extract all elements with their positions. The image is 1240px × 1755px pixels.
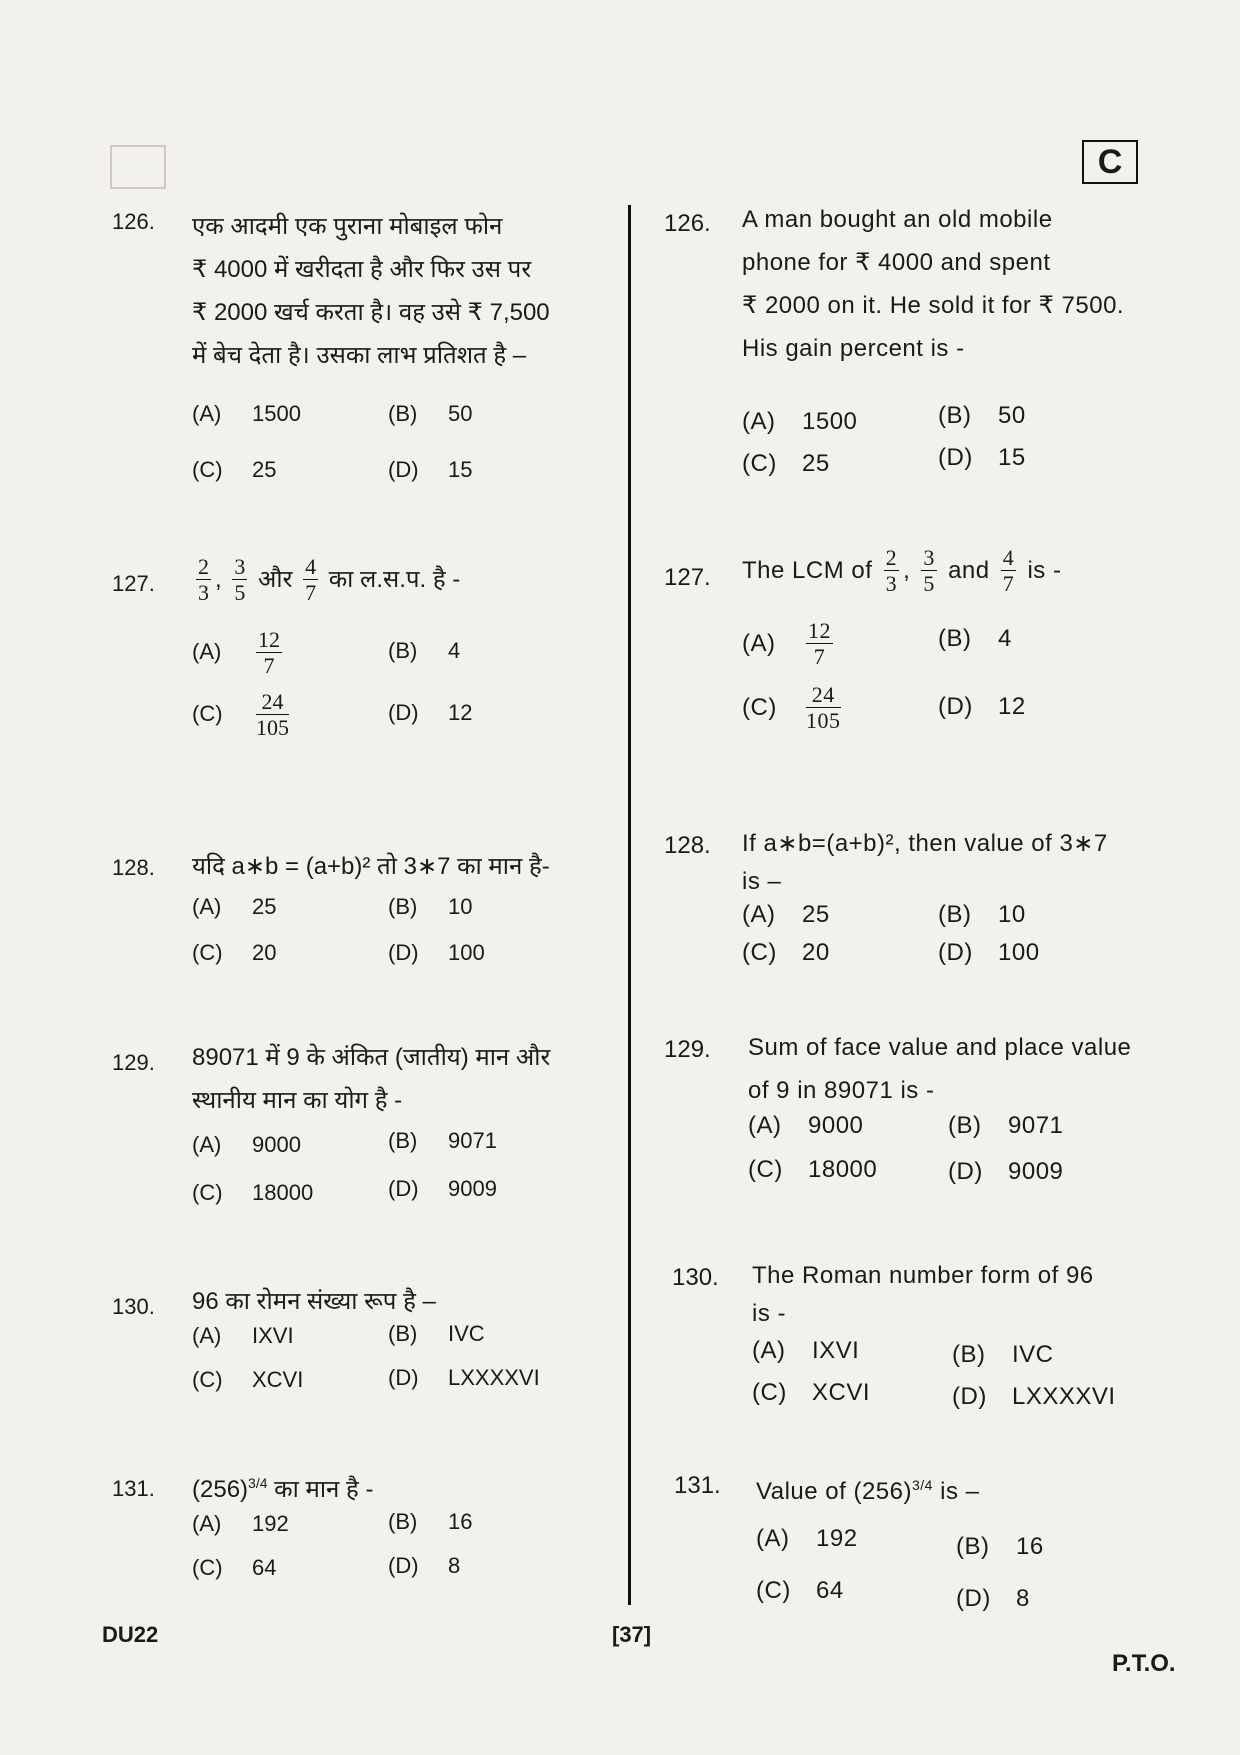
option-d [388, 1176, 497, 1202]
question-text [192, 1462, 602, 1511]
question-text [756, 1464, 1184, 1513]
question-131-english [664, 1464, 1184, 1612]
question-number: 129. [112, 1050, 155, 1075]
question-number: 130. [112, 1294, 155, 1319]
option-a [742, 901, 830, 929]
option-c [748, 1156, 877, 1184]
question-number: 128. [112, 855, 155, 880]
numerator: 4 [1002, 545, 1015, 570]
option-value: 25 [252, 457, 277, 482]
option-label: (D) [388, 1553, 419, 1578]
option-label: (A) [752, 1337, 786, 1364]
question-number: 130. [672, 1264, 719, 1291]
numerator: 2 [198, 554, 209, 579]
question-number: 131. [674, 1472, 721, 1499]
denominator: 7 [263, 653, 275, 678]
numerator: 24 [806, 683, 841, 708]
question-number: 127. [112, 571, 155, 596]
option-label: (A) [748, 1112, 782, 1139]
fraction [303, 555, 318, 606]
base: (256) [192, 1476, 249, 1503]
fraction [921, 546, 937, 597]
option-value: 50 [998, 402, 1026, 429]
option-label: (B) [388, 401, 418, 426]
fraction [256, 628, 282, 679]
fraction [884, 546, 900, 597]
option-b [948, 1112, 1063, 1140]
question-line: is - [752, 1300, 786, 1327]
option-c [756, 1577, 844, 1605]
conjunction: और [258, 565, 293, 593]
option-value: 18000 [252, 1180, 314, 1205]
option-c [192, 690, 293, 741]
option-label: (C) [742, 939, 777, 966]
option-label: (A) [192, 1511, 222, 1536]
option-value: 4 [998, 625, 1012, 652]
option-value: 192 [816, 1525, 858, 1552]
option-label: (B) [952, 1341, 986, 1368]
denominator: 5 [234, 580, 246, 605]
option-label: (A) [742, 408, 776, 435]
option-value: LXXXXVI [1012, 1383, 1116, 1410]
option-d [938, 693, 1026, 721]
option-value: 25 [802, 450, 830, 477]
option-label: (B) [388, 1321, 418, 1346]
option-label: (D) [948, 1158, 983, 1185]
numerator: 12 [258, 627, 280, 652]
option-value: 12 [448, 700, 473, 725]
option-label: (B) [938, 402, 972, 429]
option-a [756, 1525, 858, 1553]
option-b [952, 1341, 1054, 1369]
option-label: (A) [192, 1323, 222, 1348]
option-label: (C) [192, 457, 223, 482]
option-label: (D) [388, 1365, 419, 1390]
option-value: 9000 [252, 1132, 301, 1157]
option-label: (A) [742, 901, 776, 928]
option-d [938, 444, 1026, 472]
option-c [742, 450, 830, 478]
question-lead: Value of [756, 1478, 847, 1505]
question-128-hindi [112, 845, 602, 965]
option-label: (D) [388, 457, 419, 482]
question-tail: is - [1027, 556, 1062, 584]
fraction [806, 619, 833, 670]
option-b [388, 894, 472, 920]
numerator: 2 [885, 545, 898, 570]
option-value: 16 [448, 1509, 473, 1534]
denominator: 5 [923, 571, 935, 596]
option-a [742, 619, 837, 670]
option-c [192, 457, 276, 483]
option-value: 9071 [448, 1128, 497, 1153]
option-value: 8 [448, 1553, 461, 1578]
option-a [192, 1323, 294, 1349]
question-127-hindi [112, 554, 602, 740]
option-label: (D) [388, 700, 419, 725]
option-c [752, 1379, 870, 1407]
question-text [752, 1254, 1184, 1331]
question-130-english [664, 1254, 1184, 1410]
numerator: 3 [234, 554, 246, 579]
question-line: ₹ 4000 में खरीदता है और फिर उस पर [192, 256, 532, 283]
option-value: 12 [998, 693, 1026, 720]
option-a [192, 401, 301, 427]
option-value: LXXXXVI [448, 1365, 540, 1390]
question-tail: is – [940, 1478, 980, 1505]
option-value: 4 [448, 638, 461, 663]
question-number: 128. [664, 832, 711, 859]
option-b [388, 1321, 485, 1347]
option-label: (A) [192, 401, 222, 426]
question-number: 126. [112, 209, 155, 234]
option-a [192, 628, 286, 679]
fraction [1001, 546, 1017, 597]
question-text [748, 1026, 1184, 1112]
option-value: 50 [448, 401, 473, 426]
question-line: A man bought an old mobile [742, 206, 1053, 233]
option-value: 9071 [1008, 1112, 1064, 1139]
option-value: IXVI [252, 1323, 294, 1348]
option-value: 9009 [1008, 1158, 1064, 1185]
option-label: (B) [938, 901, 972, 928]
option-b [938, 901, 1026, 929]
option-value: XCVI [252, 1367, 304, 1392]
option-label: (B) [388, 638, 418, 663]
question-tail: का मान है - [274, 1476, 374, 1503]
question-126-english [664, 198, 1184, 477]
question-text [192, 205, 602, 377]
option-value: 15 [998, 444, 1026, 471]
option-label: (B) [388, 1128, 418, 1153]
option-c [192, 1555, 276, 1581]
question-text [742, 822, 1184, 899]
option-value: 10 [998, 901, 1026, 928]
pto-label: P.T.O. [1112, 1650, 1176, 1677]
option-b [388, 401, 472, 427]
question-line: में बेच देता है। उसका लाभ प्रतिशत है – [192, 342, 527, 369]
option-c [742, 939, 830, 967]
option-b [388, 1509, 472, 1535]
option-value: 18000 [808, 1156, 878, 1183]
option-label: (C) [742, 693, 777, 721]
question-line: एक आदमी एक पुराना मोबाइल फोन [192, 213, 503, 240]
question-line: of 9 in 89071 is - [748, 1077, 935, 1104]
exponent: 3/4 [912, 1477, 933, 1493]
option-value: 1500 [252, 401, 301, 426]
option-label: (A) [756, 1525, 790, 1552]
option-label: (C) [192, 1555, 223, 1580]
question-131-hindi [112, 1462, 602, 1580]
question-line: If a∗b=(a+b)², then value of 3∗7 [742, 830, 1108, 857]
option-label: (D) [388, 940, 419, 965]
fraction [806, 683, 841, 734]
question-line: His gain percent is - [742, 335, 965, 362]
option-label: (C) [192, 1180, 223, 1205]
question-129-english [664, 1026, 1184, 1185]
option-a [752, 1337, 859, 1365]
denominator: 3 [198, 580, 209, 605]
option-label: (B) [956, 1533, 990, 1560]
option-c [192, 1367, 303, 1393]
option-c [742, 683, 845, 734]
option-a [192, 1511, 289, 1537]
option-label: (A) [192, 639, 222, 665]
denominator: 7 [305, 580, 317, 605]
option-d [938, 939, 1040, 967]
option-value: 25 [802, 901, 830, 928]
option-a [742, 408, 857, 436]
option-value: 100 [448, 940, 485, 965]
option-label: (D) [938, 444, 973, 471]
exponent: 3/4 [248, 1475, 268, 1491]
question-number: 127. [664, 564, 711, 591]
fraction [256, 690, 289, 741]
bleed-through-set-box [110, 145, 166, 189]
option-label: (A) [192, 894, 222, 919]
option-label: (B) [948, 1112, 982, 1139]
question-129-hindi [112, 1036, 602, 1205]
option-label: (D) [388, 1176, 419, 1201]
option-label: (D) [938, 693, 973, 720]
option-label: (C) [192, 1367, 223, 1392]
option-label: (B) [938, 625, 972, 652]
option-label: (C) [752, 1379, 787, 1406]
option-value: 1500 [802, 408, 858, 435]
denominator: 3 [885, 571, 898, 596]
option-d [388, 940, 485, 966]
option-label: (B) [388, 894, 418, 919]
booklet-code: DU22 [102, 1622, 159, 1647]
conjunction: and [948, 556, 990, 584]
question-text: $\frac{2}{3}$ , $\frac{3}{5}$ और $\frac{4}{7}$ का ल.स.प. है - [198, 554, 461, 605]
option-label: (C) [192, 940, 223, 965]
option-label: (B) [388, 1509, 418, 1534]
numerator: 12 [808, 618, 831, 643]
option-value: XCVI [812, 1379, 871, 1406]
option-d [952, 1383, 1116, 1411]
option-value: 9009 [448, 1176, 497, 1201]
option-b [956, 1533, 1044, 1561]
option-c [192, 940, 276, 966]
denominator: 7 [813, 644, 826, 669]
option-b [938, 402, 1026, 430]
option-label: (C) [742, 450, 777, 477]
option-value: IVC [1012, 1341, 1054, 1368]
set-code-box: C [1082, 140, 1138, 184]
question-text: The LCM of $\frac{2}{3}$ , $\frac{3}{5}$ and $\frac{4}{7}$ is - [742, 545, 1062, 596]
question-line: स्थानीय मान का योग है - [192, 1087, 403, 1114]
option-value: 16 [1016, 1533, 1044, 1560]
option-b [388, 1128, 497, 1154]
option-value: 9000 [808, 1112, 864, 1139]
option-value: 15 [448, 457, 473, 482]
option-label: (D) [956, 1585, 991, 1612]
option-value: 25 [252, 894, 277, 919]
option-d [388, 457, 472, 483]
denominator: 7 [1002, 571, 1015, 596]
option-value: IVC [448, 1321, 485, 1346]
base: (256) [853, 1478, 912, 1505]
option-label: (D) [938, 939, 973, 966]
question-line: Sum of face value and place value [748, 1034, 1132, 1061]
question-lead: The LCM of [742, 556, 873, 584]
question-line: The Roman number form of 96 [752, 1262, 1094, 1289]
question-line: ₹ 2000 खर्च करता है। वह उसे ₹ 7,500 [192, 299, 550, 326]
option-value: 64 [252, 1555, 277, 1580]
option-value: 10 [448, 894, 473, 919]
option-value: 64 [816, 1577, 844, 1604]
option-a [192, 894, 276, 920]
option-label: (C) [756, 1577, 791, 1604]
option-value: 20 [802, 939, 830, 966]
option-value: 192 [252, 1511, 289, 1536]
option-label: (A) [192, 1132, 222, 1157]
option-d [388, 1553, 460, 1579]
option-d [948, 1158, 1063, 1186]
option-d [388, 1365, 540, 1391]
option-label: (C) [192, 701, 223, 727]
question-text [192, 1036, 602, 1122]
fraction [196, 555, 211, 606]
numerator: 3 [923, 545, 935, 570]
option-label: (C) [748, 1156, 783, 1183]
question-tail: का ल.स.प. है - [328, 565, 461, 593]
question-number: 131. [112, 1476, 155, 1501]
question-number: 126. [664, 210, 711, 237]
question-text [742, 198, 1184, 370]
option-value: 8 [1016, 1585, 1030, 1612]
question-line: phone for ₹ 4000 and spent [742, 249, 1051, 276]
question-128-english [664, 822, 1184, 966]
option-a [192, 1132, 301, 1158]
question-line: is – [742, 868, 782, 895]
denominator: 105 [806, 708, 841, 733]
numerator: 4 [305, 554, 317, 579]
option-b [388, 638, 460, 664]
option-c [192, 1180, 313, 1206]
question-line: ₹ 2000 on it. He sold it for ₹ 7500. [742, 292, 1125, 319]
question-text: 96 का रोमन संख्या रूप है – [192, 1288, 436, 1315]
option-label: (A) [742, 629, 776, 657]
option-label: (D) [952, 1383, 987, 1410]
numerator: 24 [256, 690, 289, 715]
question-130-hindi [112, 1280, 602, 1392]
option-d [388, 700, 472, 726]
question-text: यदि a∗b = (a+b)² तो 3∗7 का मान है- [192, 853, 550, 880]
fraction [232, 555, 247, 606]
option-value: IXVI [812, 1337, 860, 1364]
option-a [748, 1112, 863, 1140]
option-b [938, 625, 1012, 653]
question-number: 129. [664, 1036, 711, 1063]
question-line: 89071 में 9 के अंकित (जातीय) मान और [192, 1044, 551, 1071]
page-number: [37] [612, 1622, 652, 1647]
column-divider [628, 205, 631, 1605]
question-126-hindi [112, 205, 602, 482]
option-value: 20 [252, 940, 277, 965]
option-d [956, 1585, 1030, 1613]
option-value: 100 [998, 939, 1040, 966]
denominator: 105 [256, 715, 289, 740]
question-127-english [664, 545, 1184, 733]
